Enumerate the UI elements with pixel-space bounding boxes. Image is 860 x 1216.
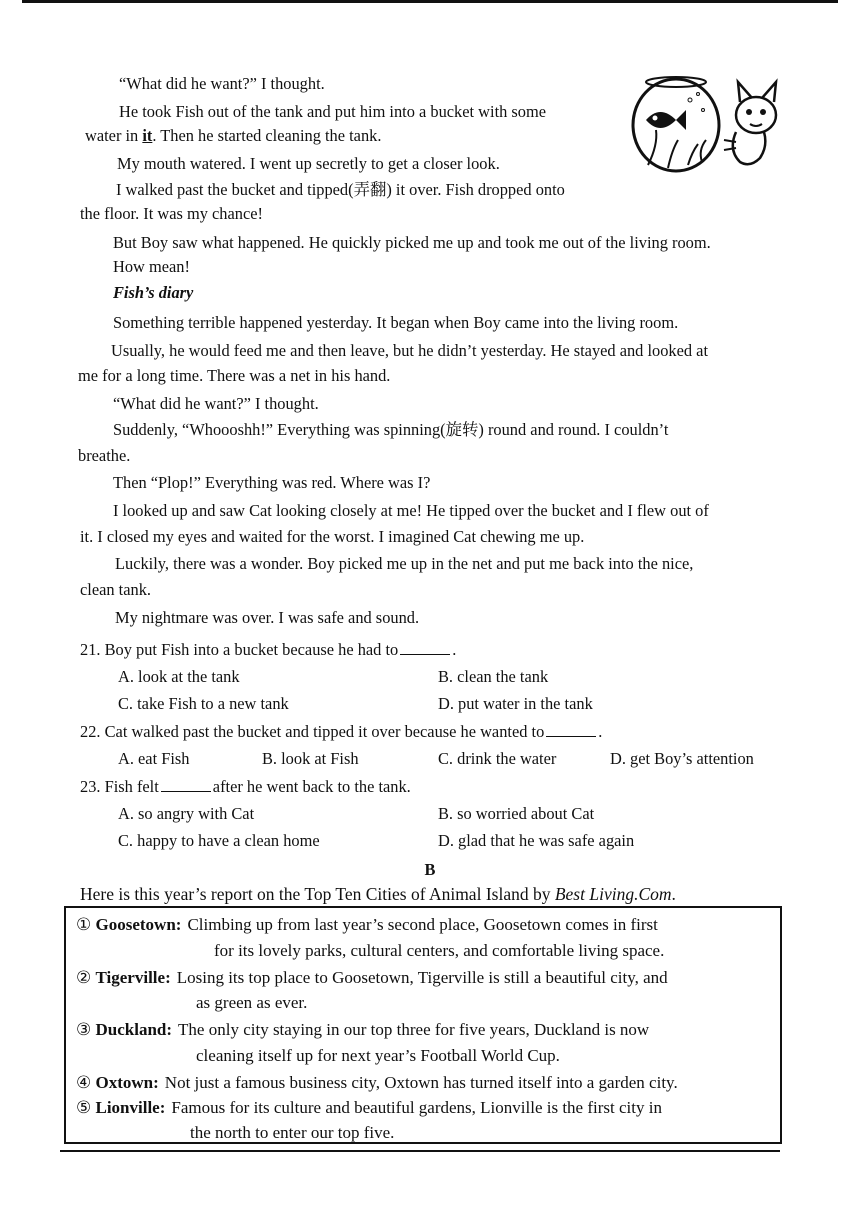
passage-line: I looked up and saw Cat looking closely at me! He tipped over the bucket and I flew out of: [113, 501, 709, 520]
passage-line: water in it. Then he started cleaning the tank.: [85, 126, 382, 145]
option-23-b[interactable]: B. so worried about Cat: [438, 804, 595, 823]
city-name: Tigerville: [95, 968, 166, 987]
passage-line: the floor. It was my chance!: [80, 204, 263, 223]
city-entry-goosetown: ① Goosetown: Climbing up from last year’s second place, Goosetown comes in first: [76, 914, 774, 936]
city-desc: Not just a famous business city, Oxtown has turned itself into a garden city.: [164, 1073, 678, 1092]
option-22-a[interactable]: A. eat Fish: [118, 749, 190, 768]
passage-line: I walked past the bucket and tipped(弄翻) it over. Fish dropped onto: [116, 180, 565, 199]
fish-diary-title: Fish’s diary: [113, 283, 194, 302]
passage-line: clean tank.: [80, 580, 151, 599]
option-23-a[interactable]: A. so angry with Cat: [118, 804, 255, 823]
city-desc: Losing its top place to Goosetown, Tigerville is still a beautiful city, and: [176, 968, 668, 987]
bottom-border-line: [60, 1150, 780, 1152]
passage-line: My nightmare was over. I was safe and sound.: [115, 608, 420, 627]
passage-line: He took Fish out of the tank and put him into a bucket with some: [119, 102, 547, 121]
passage-line: Usually, he would feed me and then leave, but he didn’t yesterday. He stayed and looked at: [111, 341, 709, 360]
passage-line: But Boy saw what happened. He quickly picked me up and took me out of the living room.: [113, 233, 711, 252]
passage-line: Luckily, there was a wonder. Boy picked me up in the net and put me back into the nice,: [115, 554, 694, 573]
city-report-box: [64, 906, 782, 1144]
answer-blank: [546, 722, 596, 737]
passage-line: me for a long time. There was a net in his hand.: [78, 366, 391, 385]
passage-line: “What did he want?” I thought.: [119, 74, 325, 93]
city-desc: Climbing up from last year’s second place, Goosetown comes in first: [187, 915, 658, 934]
passage-line: “What did he want?” I thought.: [113, 394, 319, 413]
answer-blank: [400, 640, 450, 655]
passage-line: How mean!: [113, 257, 190, 276]
city-entry-tigerville: ② Tigerville: Losing its top place to Goosetown, Tigerville is still a beautiful city, and: [76, 967, 774, 989]
city-desc-cont: as green as ever.: [196, 993, 308, 1012]
city-name: Goosetown: [95, 915, 176, 934]
source-name: Best Living.Com: [554, 884, 672, 904]
fishbowl-cat-illustration: [628, 70, 788, 180]
passage-line: Suddenly, “Whoooshh!” Everything was spinning(旋转) round and round. I couldn’t: [113, 420, 669, 439]
city-desc-cont: the north to enter our top five.: [190, 1123, 395, 1142]
section-b-label: B: [424, 860, 436, 879]
question-21: 21. Boy put Fish into a bucket because he had to .: [80, 640, 457, 659]
option-21-c[interactable]: C. take Fish to a new tank: [118, 694, 289, 713]
question-23: 23. Fish felt after he went back to the tank.: [80, 777, 411, 796]
option-22-d[interactable]: D. get Boy’s attention: [610, 749, 754, 768]
city-entry-oxtown: ④ Oxtown: Not just a famous business city, Oxtown has turned itself into a garden city.: [76, 1072, 774, 1094]
underlined-word: it: [142, 126, 153, 145]
option-21-a[interactable]: A. look at the tank: [118, 667, 240, 686]
city-entry-duckland: ③ Duckland: The only city staying in our top three for five years, Duckland is now: [76, 1019, 774, 1041]
section-b-intro: Here is this year’s report on the Top Ten Cities of Animal Island by Best Living.Com.: [80, 884, 676, 904]
city-name: Lionville: [95, 1098, 160, 1117]
question-22: 22. Cat walked past the bucket and tipped it over because he wanted to .: [80, 722, 603, 741]
city-desc-cont: cleaning itself up for next year’s Football World Cup.: [196, 1046, 560, 1065]
passage-line: Then “Plop!” Everything was red. Where was I?: [113, 473, 431, 492]
city-name: Oxtown: [95, 1073, 154, 1092]
option-22-c[interactable]: C. drink the water: [438, 749, 557, 768]
option-23-d[interactable]: D. glad that he was safe again: [438, 831, 635, 850]
city-name: Duckland: [95, 1020, 167, 1039]
city-desc-cont: for its lovely parks, cultural centers, and comfortable living space.: [214, 941, 665, 960]
top-border-line: [22, 0, 838, 3]
passage-line: Something terrible happened yesterday. It began when Boy came into the living room.: [113, 313, 679, 332]
option-21-d[interactable]: D. put water in the tank: [438, 694, 593, 713]
passage-line: My mouth watered. I went up secretly to get a closer look.: [117, 154, 500, 173]
option-21-b[interactable]: B. clean the tank: [438, 667, 549, 686]
answer-blank: [161, 777, 211, 792]
city-entry-lionville: ⑤ Lionville: Famous for its culture and beautiful gardens, Lionville is the first city in: [76, 1097, 774, 1119]
passage-line: breathe.: [78, 446, 131, 465]
option-22-b[interactable]: B. look at Fish: [262, 749, 359, 768]
city-desc: Famous for its culture and beautiful gardens, Lionville is the first city in: [171, 1098, 662, 1117]
passage-line: it. I closed my eyes and waited for the worst. I imagined Cat chewing me up.: [80, 527, 585, 546]
option-23-c[interactable]: C. happy to have a clean home: [118, 831, 320, 850]
city-desc: The only city staying in our top three for five years, Duckland is now: [178, 1020, 650, 1039]
